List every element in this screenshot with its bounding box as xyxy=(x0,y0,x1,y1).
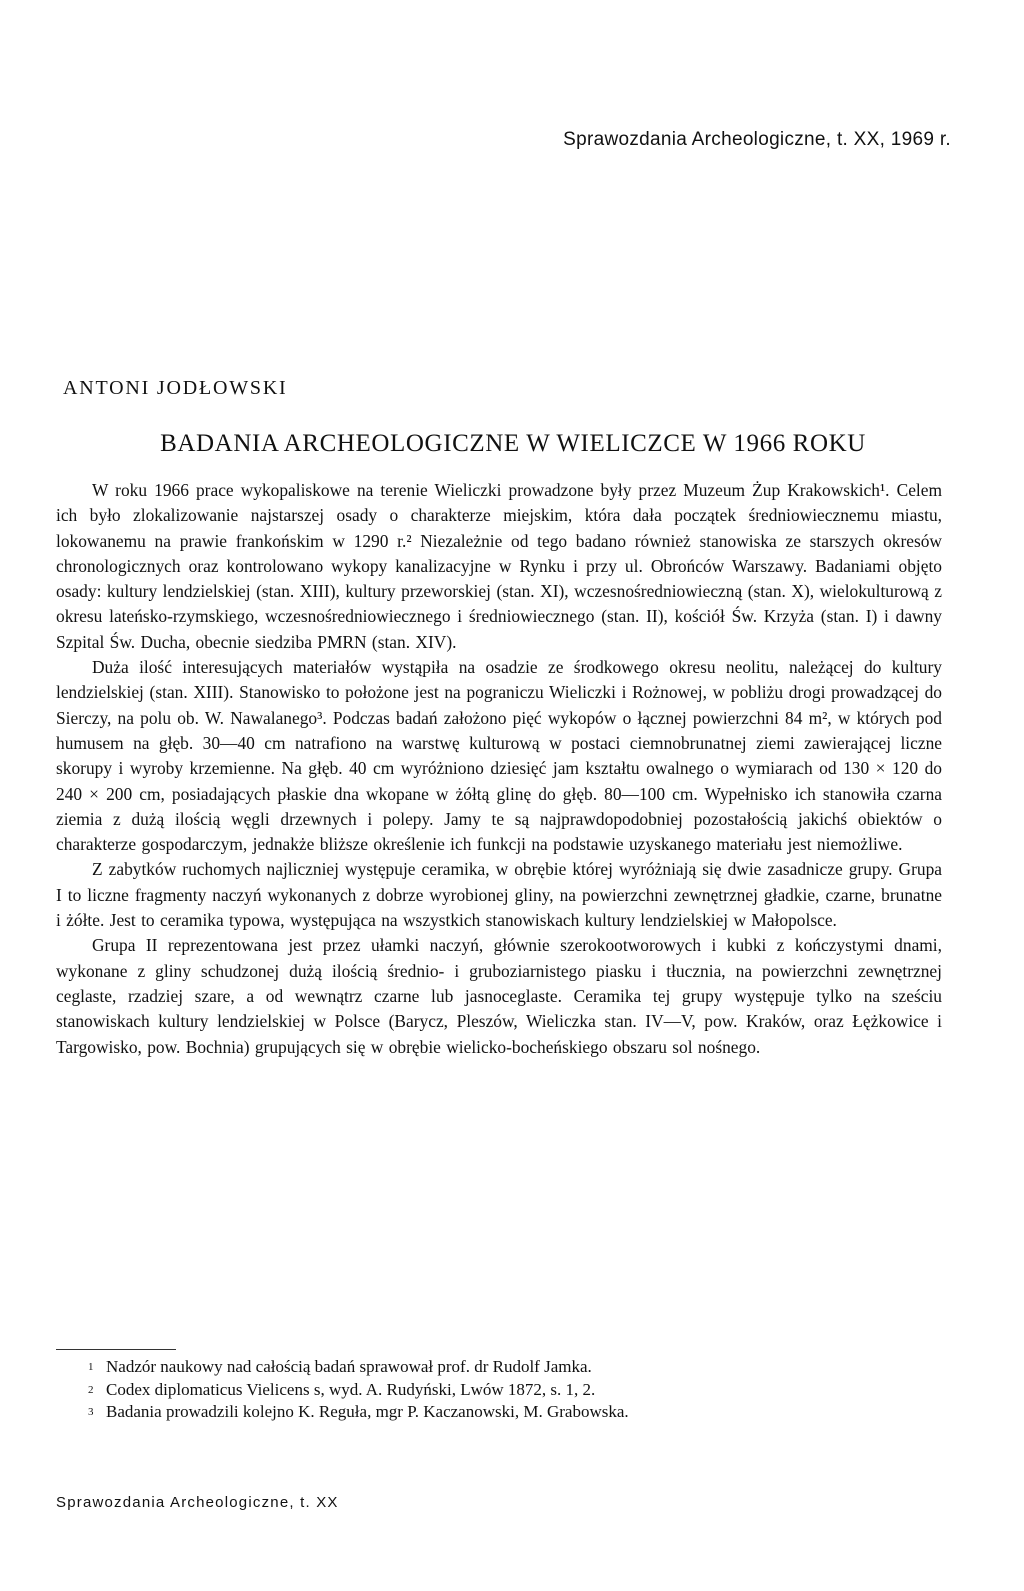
footnote-text: Codex diplomaticus Vielicens s, wyd. A. Rudyński, Lwów 1872, s. 1, 2. xyxy=(106,1379,596,1399)
article-author: ANTONI JODŁOWSKI xyxy=(63,377,288,399)
paragraph: Duża ilość interesujących materiałów wystąpiła na osadzie ze środkowego okresu neolitu, należącej do kultury lendzielskiej (stan. XIII). Stanowisko to położone jest na pograniczu Wieliczki i Rożnowej, w pobliżu drogi prowadzącej do Sierczy, na polu ob. W. Nawalanego³. Podczas badań założono pięć wykopów o łącznej powierzchni 84 m², w których pod humusem na głęb. 30—40 cm natrafiono na warstwę kulturową w postaci ciemnobrunatnej ziemi zawierającej liczne skorupy i wyroby krzemienne. Na głęb. 40 cm wyróżniono dziesięć jam kształtu owalnego o wymiarach od 130 × 120 do 240 × 200 cm, posiadających płaskie dna wkopane w żółtą glinę do głęb. 80—100 cm. Wypełnisko ich stanowiła czarna ziemia z dużą ilością węgli drzewnych i polepy. Jamy te są najprawdopodobniej pozostałością jakichś obiektów o charakterze gospodarczym, jednakże bliższe określenie ich funkcji na podstawie uzyskanego materiału jest niemożliwe. xyxy=(56,657,942,855)
footnote-text: Badania prowadzili kolejno K. Reguła, mgr P. Kaczanowski, M. Grabowska. xyxy=(106,1402,629,1421)
footnote-number: 2 xyxy=(88,1383,94,1396)
paragraph: Grupa II reprezentowana jest przez ułamki naczyń, głównie szerokootworowych i kubki z kończystymi dnami, wykonane z gliny schudzonej dużą ilością średnio- i gruboziarnistego piasku i tłucznia, na powierzchni zewnętrznej ceglaste, rzadziej szare, a od wewnątrz czarne lub jasnoceglaste. Ceramika tej grupy występuje tylko na sześciu stanowiskach kultury lendzielskiej w Polsce (Barycz, Pleszów, Wieliczka stan. IV—V, pow. Kraków, oraz Łężkowice i Targowisko, pow. Bochnia) grupujących się w obrębie wielicko-bocheńskiego obszaru sol nośnego. xyxy=(56,935,942,1057)
paragraph: Z zabytków ruchomych najliczniej występuje ceramika, w obrębie której wyróżniają się dwie zasadnicze grupy. Grupa I to liczne fragmenty naczyń wykonanych z dobrze wyrobionej gliny, na powierzchni zewnętrznej gładkie, czarne, brunatne i żółte. Jest to ceramika typowa, występująca na wszystkich stanowiskach kultury lendzielskiej w Małopolsce. xyxy=(56,859,942,931)
footnote-number: 1 xyxy=(88,1361,94,1373)
article-body xyxy=(56,478,942,1060)
footnote xyxy=(88,1379,948,1402)
footnote-divider xyxy=(56,1349,176,1350)
footnote xyxy=(88,1401,948,1424)
footnote-text: Nadzór naukowy nad całością badań sprawował prof. dr Rudolf Jamka. xyxy=(106,1357,592,1376)
footnotes xyxy=(88,1356,948,1424)
footnote-number: 3 xyxy=(88,1406,94,1418)
footnote xyxy=(88,1356,948,1379)
page-footer-signature: Sprawozdania Archeologiczne, t. XX xyxy=(56,1494,339,1511)
article-title: BADANIA ARCHEOLOGICZNE W WIELICZCE W 1966 ROKU xyxy=(160,430,866,457)
paragraph: W roku 1966 prace wykopaliskowe na terenie Wieliczki prowadzone były przez Muzeum Żup Krakowskich¹. Celem ich było zlokalizowanie najstarszej osady o charakterze miejskim, która dała początek średniowiecznemu miastu, lokowanemu na prawie frankońskim w 1290 r.² Niezależnie od tego badano również stanowiska ze starszych okresów chronologicznych oraz kontrolowano wykopy kanalizacyjne w Rynku i przy ul. Obrońców Warszawy. Badaniami objęto osady: kultury lendzielskiej (stan. XIII), kultury przeworskiej (stan. XI), wczesnośredniowieczną (stan. X), wielokulturową z okresu lateńsko-rzymskiego, wczesnośredniowiecznego i średniowiecznego (stan. II), kościół Św. Krzyża (stan. I) i dawny Szpital Św. Ducha, obecnie siedziba PMRN (stan. XIV). xyxy=(56,480,942,652)
running-header: Sprawozdania Archeologiczne, t. XX, 1969 r. xyxy=(563,129,951,150)
